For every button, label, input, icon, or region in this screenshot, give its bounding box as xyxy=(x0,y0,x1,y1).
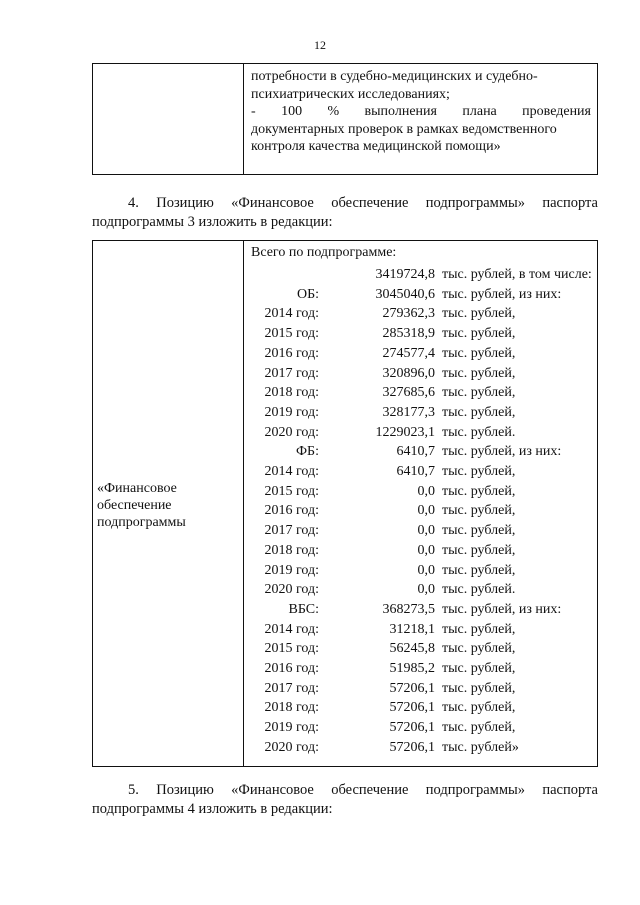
row-unit: тыс. рублей, xyxy=(442,326,516,342)
row-label: 2015 год: xyxy=(264,483,319,499)
financing-row xyxy=(243,364,599,384)
row-unit: тыс. рублей, в том числе: xyxy=(442,267,592,282)
financing-label-line: подпрограммы xyxy=(97,515,186,530)
financing-row xyxy=(243,403,599,423)
row-label: 2016 год: xyxy=(264,661,319,676)
row-value: 31218,1 xyxy=(389,621,435,637)
row-label: 2014 год: xyxy=(264,621,319,637)
row-label: 2017 год: xyxy=(264,365,319,381)
row-unit: тыс. рублей, из них: xyxy=(442,444,562,460)
financing-row xyxy=(243,344,599,364)
row-label: 2014 год: xyxy=(264,306,319,322)
row-label: ВБС: xyxy=(288,601,319,617)
page-number: 12 xyxy=(314,38,326,52)
row-value: 0,0 xyxy=(417,582,435,598)
row-unit: тыс. рублей, xyxy=(442,562,516,578)
top-table-line: документарных проверок в рамках ведомственного xyxy=(251,121,557,137)
financing-row xyxy=(243,659,599,679)
financing-label xyxy=(97,480,237,531)
row-unit: тыс. рублей, xyxy=(442,306,516,322)
row-value: 51985,2 xyxy=(389,661,435,676)
row-label: 2015 год: xyxy=(264,641,319,657)
financing-row xyxy=(243,383,599,403)
row-value: 1229023,1 xyxy=(375,424,435,440)
financing-header: Всего по подпрограмме: xyxy=(251,245,397,260)
row-value: 0,0 xyxy=(417,542,435,558)
financing-row xyxy=(243,541,599,561)
financing-label-line: обеспечение xyxy=(97,498,172,513)
row-unit: тыс. рублей, xyxy=(442,621,516,637)
paragraph-4 xyxy=(92,194,598,232)
financing-row xyxy=(243,620,599,640)
financing-label-line: «Финансовое xyxy=(97,481,177,496)
row-unit: тыс. рублей, xyxy=(442,385,516,401)
row-unit: тыс. рублей, из них: xyxy=(442,286,562,302)
row-unit: тыс. рублей, xyxy=(442,365,516,381)
top-table xyxy=(92,63,598,175)
row-unit: тыс. рублей, xyxy=(442,680,516,696)
paragraph-5-line2: подпрограммы 4 изложить в редакции: xyxy=(92,801,333,817)
financing-row xyxy=(243,738,599,758)
row-value: 279362,3 xyxy=(382,306,435,322)
financing-row xyxy=(243,718,599,738)
paragraph-5-line1: 5. Позицию «Финансовое обеспечение подпрограммы» паспорта xyxy=(128,782,598,798)
financing-row xyxy=(243,561,599,581)
row-value: 0,0 xyxy=(417,523,435,539)
row-unit: тыс. рублей. xyxy=(442,582,516,598)
top-table-line: психиатрических исследованиях; xyxy=(251,86,450,102)
row-label: 2019 год: xyxy=(264,562,319,578)
row-unit: тыс. рублей, xyxy=(442,641,516,657)
financing-row xyxy=(243,698,599,718)
row-label: 2020 год: xyxy=(264,424,319,440)
top-table-line: - 100 % выполнения плана проведения xyxy=(251,104,591,119)
row-value: 274577,4 xyxy=(382,345,435,361)
paragraph-5 xyxy=(92,781,598,819)
row-unit: тыс. рублей, xyxy=(442,542,516,558)
financing-row xyxy=(243,442,599,462)
row-value: 0,0 xyxy=(417,562,435,578)
row-unit: тыс. рублей, xyxy=(442,503,516,519)
row-unit: тыс. рублей» xyxy=(442,739,519,755)
row-value: 6410,7 xyxy=(396,464,435,479)
row-unit: тыс. рублей, xyxy=(442,404,516,420)
row-unit: тыс. рублей, из них: xyxy=(442,601,562,617)
row-label: 2014 год: xyxy=(264,464,319,479)
financing-row xyxy=(243,482,599,502)
row-value: 57206,1 xyxy=(389,739,435,755)
financing-row xyxy=(243,501,599,521)
row-value: 3419724,8 xyxy=(375,267,435,282)
row-value: 57206,1 xyxy=(389,720,435,736)
row-label: 2018 год: xyxy=(264,385,319,401)
top-table-line: контроля качества медицинской помощи» xyxy=(251,139,501,154)
table-divider xyxy=(243,64,244,174)
paragraph-4-line1: 4. Позицию «Финансовое обеспечение подпрограммы» паспорта xyxy=(128,195,598,211)
row-unit: тыс. рублей, xyxy=(442,661,516,676)
row-value: 0,0 xyxy=(417,503,435,519)
row-label: ОБ: xyxy=(296,286,319,302)
financing-row xyxy=(243,265,599,285)
row-value: 328177,3 xyxy=(382,404,435,420)
row-label: 2016 год: xyxy=(264,503,319,519)
row-value: 0,0 xyxy=(417,483,435,499)
row-label: 2020 год: xyxy=(264,582,319,598)
financing-row xyxy=(243,521,599,541)
top-table-text xyxy=(251,68,591,156)
row-value: 320896,0 xyxy=(382,365,435,381)
row-unit: тыс. рублей, xyxy=(442,464,516,479)
row-unit: тыс. рублей, xyxy=(442,720,516,736)
row-label: 2016 год: xyxy=(264,345,319,361)
financing-row xyxy=(243,423,599,443)
row-value: 3045040,6 xyxy=(375,286,435,302)
row-value: 285318,9 xyxy=(382,326,435,342)
row-label: 2018 год: xyxy=(264,700,319,716)
row-label: 2015 год: xyxy=(264,326,319,342)
row-value: 327685,6 xyxy=(382,385,435,401)
row-value: 368273,5 xyxy=(382,601,435,617)
financing-row xyxy=(243,324,599,344)
row-value: 6410,7 xyxy=(396,444,435,460)
row-unit: тыс. рублей. xyxy=(442,424,516,440)
row-unit: тыс. рублей, xyxy=(442,523,516,539)
financing-row xyxy=(243,600,599,620)
row-label: 2018 год: xyxy=(264,542,319,558)
row-unit: тыс. рублей, xyxy=(442,345,516,361)
row-label: 2017 год: xyxy=(264,680,319,696)
row-label: 2019 год: xyxy=(264,720,319,736)
top-table-line: потребности в судебно-медицинских и судебно- xyxy=(251,69,538,84)
row-unit: тыс. рублей, xyxy=(442,700,516,716)
financing-row xyxy=(243,304,599,324)
financing-row xyxy=(243,639,599,659)
row-label: ФБ: xyxy=(296,444,319,460)
row-value: 56245,8 xyxy=(389,641,435,657)
row-label: 2020 год: xyxy=(264,739,319,755)
row-label: 2019 год: xyxy=(264,404,319,420)
row-value: 57206,1 xyxy=(389,680,435,696)
financing-row xyxy=(243,580,599,600)
row-value: 57206,1 xyxy=(389,700,435,716)
financing-row xyxy=(243,462,599,482)
paragraph-4-line2: подпрограммы 3 изложить в редакции: xyxy=(92,214,333,230)
financing-table xyxy=(92,240,598,767)
financing-row xyxy=(243,285,599,305)
financing-row xyxy=(243,679,599,699)
row-unit: тыс. рублей, xyxy=(442,483,516,499)
row-label: 2017 год: xyxy=(264,523,319,539)
